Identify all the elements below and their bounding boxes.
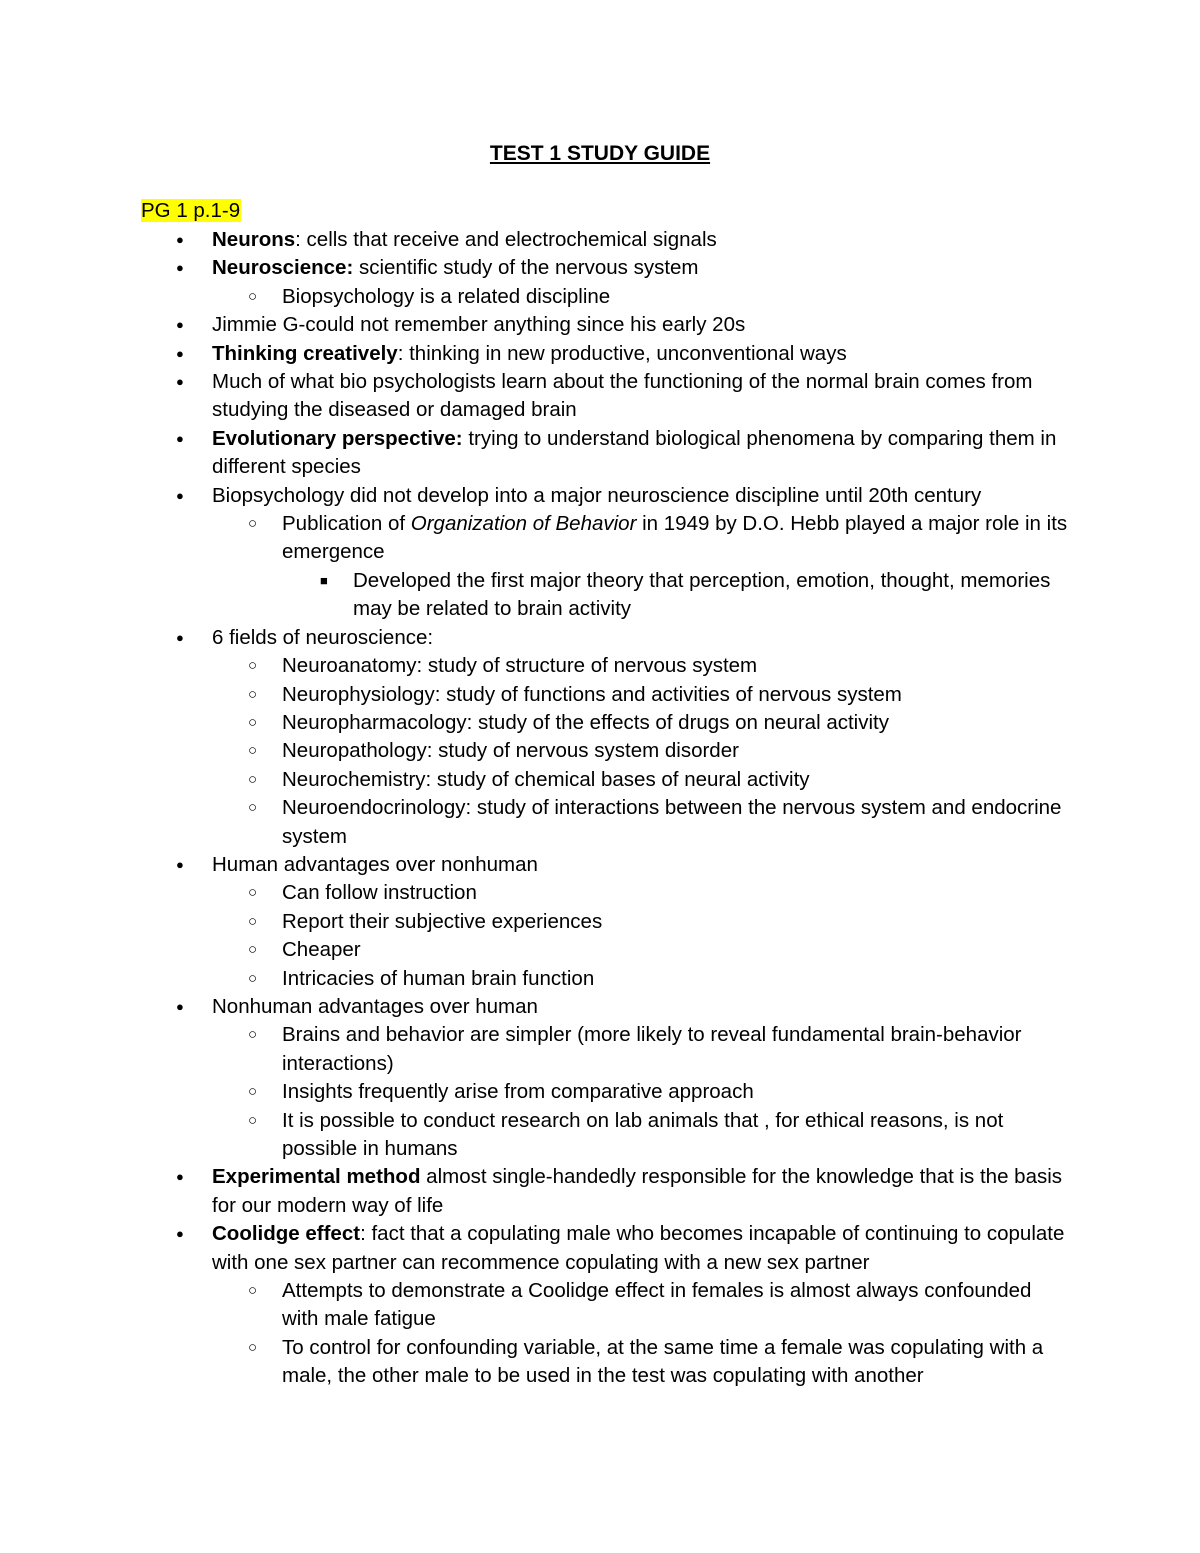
list-item-body: Neuropharmacology: study of the effects of drugs on neural activity bbox=[282, 710, 889, 734]
list-item-prefix: Publication of bbox=[282, 512, 411, 536]
list-item bbox=[0, 1021, 1200, 1078]
page-title: TEST 1 STUDY GUIDE bbox=[489, 142, 711, 165]
list-item-text bbox=[282, 879, 1072, 907]
filled-bullet-icon: ● bbox=[176, 998, 184, 1014]
list-item bbox=[0, 1163, 1200, 1220]
list-item bbox=[0, 879, 1200, 907]
hollow-bullet-icon: ○ bbox=[248, 515, 258, 533]
list-item-body: Neurochemistry: study of chemical bases of neural activity bbox=[282, 767, 810, 791]
list-item-body: Brains and behavior are simpler (more likely to reveal fundamental brain-behavior interactions) bbox=[282, 1023, 1022, 1075]
list-item bbox=[0, 368, 1200, 425]
list-item-body: : thinking in new productive, unconventional ways bbox=[397, 341, 847, 365]
square-bullet-icon: ■ bbox=[320, 572, 328, 588]
hollow-bullet-icon: ○ bbox=[248, 1282, 258, 1300]
filled-bullet-icon: ● bbox=[176, 232, 184, 247]
list-item-text bbox=[212, 254, 1072, 282]
list-item-text bbox=[212, 340, 1072, 368]
filled-bullet-icon: ● bbox=[176, 260, 184, 276]
list-item-body: Biopsychology is a related discipline bbox=[282, 284, 611, 308]
filled-bullet-icon: ● bbox=[176, 345, 184, 361]
hollow-bullet-icon: ○ bbox=[248, 941, 258, 959]
list-item-text bbox=[282, 737, 1072, 765]
filled-bullet-icon: ● bbox=[176, 317, 184, 333]
list-item-text bbox=[282, 1078, 1072, 1106]
hollow-bullet-icon: ○ bbox=[248, 912, 258, 930]
list-item-text bbox=[282, 908, 1072, 936]
list-item-body: Attempts to demonstrate a Coolidge effect in females is almost always confounded with male fatigue bbox=[282, 1279, 1032, 1331]
term-bold: Coolidge effect bbox=[212, 1222, 361, 1246]
list-item-text bbox=[282, 965, 1072, 993]
list-item bbox=[0, 652, 1200, 680]
list-item bbox=[0, 993, 1200, 1021]
term-bold: Evolutionary perspective: bbox=[212, 426, 463, 450]
list-item bbox=[0, 1277, 1200, 1334]
list-item bbox=[0, 936, 1200, 964]
list-item bbox=[0, 851, 1200, 879]
list-item-text bbox=[212, 482, 1072, 510]
hollow-bullet-icon: ○ bbox=[248, 287, 258, 305]
list-item-body: Cheaper bbox=[282, 938, 361, 962]
hollow-bullet-icon: ○ bbox=[248, 969, 258, 987]
list-item-text bbox=[282, 283, 1072, 311]
hollow-bullet-icon: ○ bbox=[248, 742, 258, 760]
list-item-body: : fact that a copulating male who becomes incapable of continuing to copulate with one sex partner can recommence copulating with a new sex partner bbox=[212, 1222, 1065, 1274]
list-item-body: : cells that receive and electrochemical signals bbox=[295, 228, 717, 251]
list-item-body: in 1949 by D.O. Hebb played a major role in its emergence bbox=[282, 512, 1068, 564]
hollow-bullet-icon: ○ bbox=[248, 1111, 258, 1129]
term-bold: Experimental method bbox=[212, 1165, 421, 1189]
list-item-body: almost single-handedly responsible for the knowledge that is the basis for our modern way of life bbox=[212, 1165, 1063, 1217]
list-item-text bbox=[282, 1277, 1072, 1334]
list-item bbox=[0, 311, 1200, 339]
list-item-text bbox=[282, 709, 1072, 737]
list-item bbox=[0, 965, 1200, 993]
list-item bbox=[0, 226, 1200, 254]
list-item-text bbox=[212, 311, 1072, 339]
list-item-text bbox=[212, 1220, 1072, 1277]
list-item bbox=[0, 1220, 1200, 1277]
list-item-text bbox=[282, 794, 1072, 851]
filled-bullet-icon: ● bbox=[176, 487, 184, 503]
hollow-bullet-icon: ○ bbox=[248, 799, 258, 817]
list-item-body: Nonhuman advantages over human bbox=[212, 994, 538, 1018]
hollow-bullet-icon: ○ bbox=[248, 685, 258, 703]
list-item bbox=[0, 1107, 1200, 1164]
list-item-body: Intricacies of human brain function bbox=[282, 966, 595, 990]
list-item bbox=[0, 794, 1200, 851]
term-bold: Neuroscience: bbox=[212, 256, 354, 280]
list-item bbox=[0, 709, 1200, 737]
list-item-body: It is possible to conduct research on lab animals that , for ethical reasons, is not possible in humans bbox=[282, 1108, 1004, 1160]
term-bold: Thinking creatively bbox=[212, 341, 398, 365]
list-item bbox=[0, 681, 1200, 709]
list-item-text bbox=[212, 1163, 1072, 1220]
hollow-bullet-icon: ○ bbox=[248, 657, 258, 675]
list-item-text bbox=[282, 681, 1072, 709]
hollow-bullet-icon: ○ bbox=[248, 1083, 258, 1101]
bullet-list bbox=[0, 226, 1200, 1391]
hollow-bullet-icon: ○ bbox=[248, 884, 258, 902]
highlighted-section-label: PG 1 p.1-9 bbox=[141, 199, 241, 222]
list-item-text bbox=[212, 226, 1072, 254]
list-item bbox=[0, 510, 1200, 567]
list-item bbox=[0, 624, 1200, 652]
hollow-bullet-icon: ○ bbox=[248, 770, 258, 788]
list-item-text bbox=[212, 425, 1072, 482]
list-item-text bbox=[282, 652, 1072, 680]
list-item bbox=[0, 737, 1200, 765]
filled-bullet-icon: ● bbox=[176, 1226, 184, 1242]
list-item-body: Insights frequently arise from comparative approach bbox=[282, 1080, 754, 1104]
list-item bbox=[0, 1078, 1200, 1106]
list-item-body: Much of what bio psychologists learn about the functioning of the normal brain comes from studying the diseased or damaged brain bbox=[212, 370, 1033, 422]
list-item-body: scientific study of the nervous system bbox=[353, 256, 699, 280]
section-heading bbox=[141, 197, 241, 225]
filled-bullet-icon: ● bbox=[176, 629, 184, 645]
list-item-text bbox=[282, 510, 1072, 567]
list-item-text bbox=[282, 766, 1072, 794]
filled-bullet-icon: ● bbox=[176, 856, 184, 872]
list-item-text bbox=[282, 1107, 1072, 1164]
list-item bbox=[0, 283, 1200, 311]
hollow-bullet-icon: ○ bbox=[248, 1338, 258, 1356]
list-item-text bbox=[282, 936, 1072, 964]
list-item bbox=[0, 908, 1200, 936]
term-bold: Neurons bbox=[212, 228, 296, 251]
list-item-text bbox=[212, 851, 1072, 879]
list-item-body: Can follow instruction bbox=[282, 881, 477, 905]
list-item-body: Neuropathology: study of nervous system disorder bbox=[282, 739, 739, 763]
list-item-body: Neurophysiology: study of functions and activities of nervous system bbox=[282, 682, 902, 706]
list-item-text bbox=[212, 368, 1072, 425]
list-item-body: Human advantages over nonhuman bbox=[212, 852, 538, 876]
list-item bbox=[0, 1334, 1200, 1391]
list-item bbox=[0, 425, 1200, 482]
list-item-text bbox=[353, 567, 1073, 624]
list-item-body: Developed the first major theory that perception, emotion, thought, memories may be related to brain activity bbox=[353, 568, 1051, 621]
list-item bbox=[0, 482, 1200, 510]
list-item-body: Jimmie G-could not remember anything since his early 20s bbox=[212, 313, 746, 337]
filled-bullet-icon: ● bbox=[176, 430, 184, 446]
list-item bbox=[0, 567, 1200, 624]
list-item-body: trying to understand biological phenomena by comparing them in different species bbox=[212, 426, 1057, 479]
list-item-text bbox=[212, 993, 1072, 1021]
filled-bullet-icon: ● bbox=[176, 1169, 184, 1185]
list-item-text bbox=[282, 1021, 1072, 1078]
hollow-bullet-icon: ○ bbox=[248, 713, 258, 731]
list-item-body: Neuroanatomy: study of structure of nervous system bbox=[282, 654, 758, 678]
list-item-body: Biopsychology did not develop into a major neuroscience discipline until 20th century bbox=[212, 483, 982, 507]
filled-bullet-icon: ● bbox=[176, 374, 184, 390]
list-item-text bbox=[282, 1334, 1072, 1391]
list-item-body: Neuroendocrinology: study of interactions between the nervous system and endocrine system bbox=[282, 796, 1062, 848]
list-item-body: To control for confounding variable, at the same time a female was copulating with a male, the other male to be used in the test was copulating with another bbox=[282, 1335, 1044, 1388]
book-title-italic: Organization of Behavior bbox=[410, 512, 637, 536]
list-item bbox=[0, 766, 1200, 794]
list-item bbox=[0, 254, 1200, 282]
list-item-body: 6 fields of neuroscience: bbox=[212, 625, 434, 649]
hollow-bullet-icon: ○ bbox=[248, 1026, 258, 1044]
list-item-text bbox=[212, 624, 1072, 652]
list-item bbox=[0, 340, 1200, 368]
list-item-body: Report their subjective experiences bbox=[282, 909, 603, 933]
